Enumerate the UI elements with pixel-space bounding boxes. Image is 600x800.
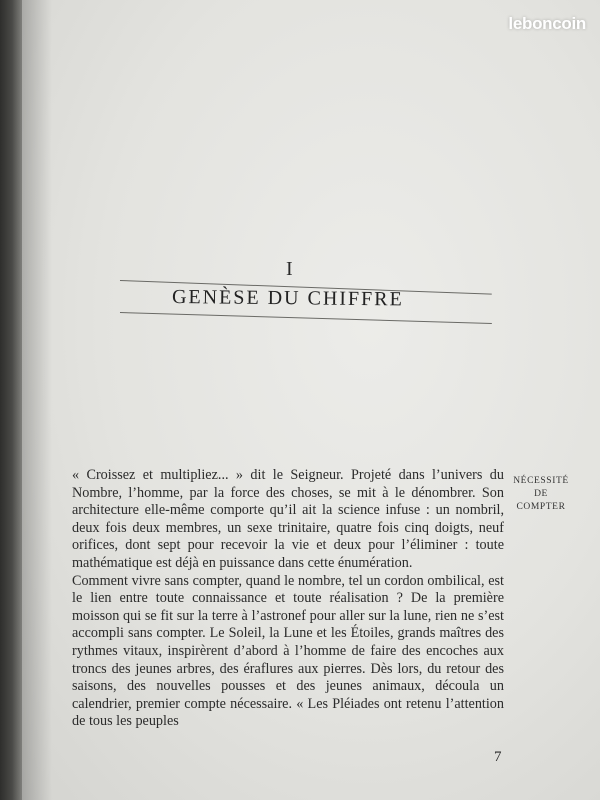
page-gutter-shadow <box>22 0 52 800</box>
leboncoin-watermark-logo: leboncoin <box>508 14 586 33</box>
chapter-title: GENÈSE DU CHIFFRE <box>171 286 404 311</box>
margin-note-line: NÉCESSITÉ <box>513 476 569 486</box>
body-text <box>72 467 504 731</box>
margin-note-line: DE <box>534 489 548 499</box>
margin-note <box>508 475 574 514</box>
chapter-number: I <box>286 258 293 280</box>
paragraph: Comment vivre sans compter, quand le nombre, tel un cordon ombilical, est le lien entre toute connaissance et toute réalisation ? De la première moisson qui se fit sur la terre à l’astronef pour aller sur la lune, rien ne s’est accompli sans compter. Le Soleil, la Lune et les Étoiles, grands maîtres des rythmes vitaux, inspirèrent d’abord à l’homme de faire des encoches aux troncs des jeunes arbres, des éraflures aux pierres. Dès lors, du retour des saisons, des nouvelles pousses et des jeunes animaux, découla un calendrier, premier compte nécessaire. « Les Pléiades ont retenu l’attention de tous les peuples <box>72 572 504 730</box>
paragraph: « Croissez et multipliez... » dit le Seigneur. Projeté dans l’univers du Nombre, l’homme, par la force des choses, se mit à le dénombrer. Son architecture elle-même comporte qu’il ait la science infuse : un nombril, deux fois deux membres, un sexe trinitaire, quatre fois cinq doigts, neuf orifices, dont sept pour recevoir la vie et deux pour l’éliminer : toute mathématique est déjà en puissance dans cette énumération. <box>72 467 504 571</box>
margin-note-line: COMPTER <box>516 502 566 512</box>
page-number: 7 <box>494 749 502 765</box>
